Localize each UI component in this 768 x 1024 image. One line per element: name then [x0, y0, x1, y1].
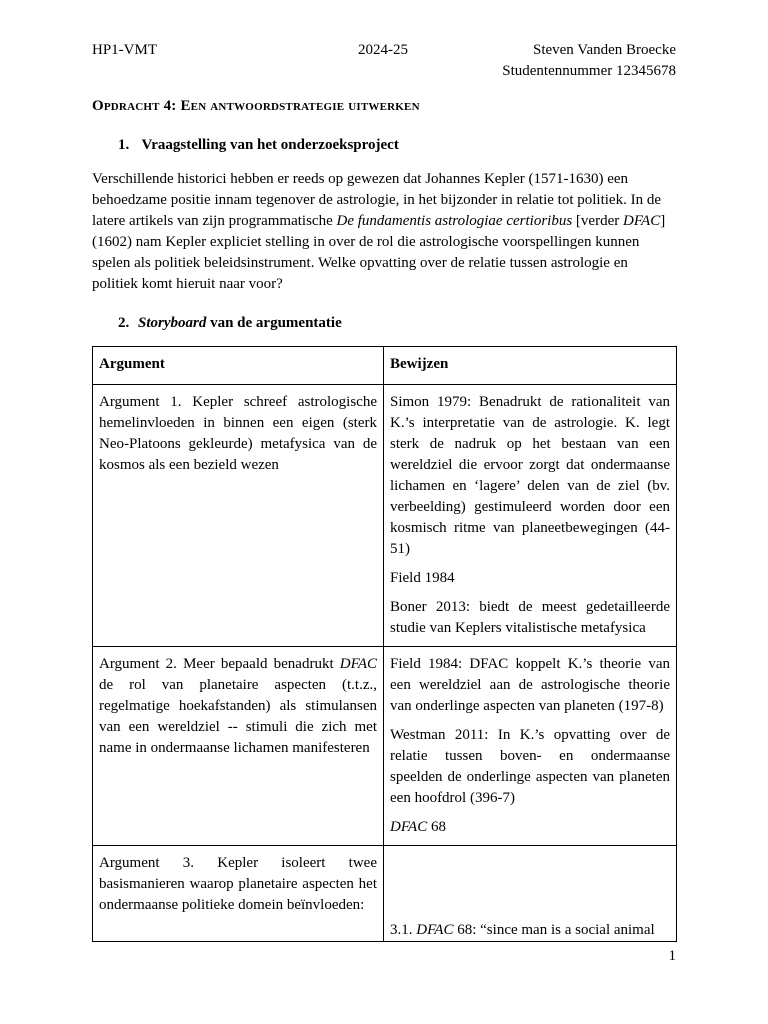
course-code: HP1-VMT [92, 42, 158, 58]
para-text-1: Verschillende historici hebben er reeds op gewezen dat Johannes Kepler (1571-1630) een behoedzame positie innam tegenover de astrologie, in het bijzonder in relatie tot politiek. In de latere artikels van zijn programmatische [92, 171, 661, 229]
column-header-argument: Argument [93, 347, 384, 385]
para-text-2: [verder [572, 213, 623, 229]
argument-cell: Argument 1. Kepler schreef astrologische hemelinvloeden in binnen een eigen (sterk Neo-Platoons gekleurde) metafysica van de kosmos als een bezield wezen [93, 385, 384, 647]
evidence-item: Field 1984: DFAC koppelt K.’s theorie van een wereldziel aan de astrologische theorie van onderlinge aspecten van planeten (197-8) [390, 656, 670, 714]
document-page [92, 40, 676, 942]
argument-text: Argument 2. Meer bepaald benadrukt [99, 656, 340, 672]
evidence-item: Westman 2011: In K.’s opvatting over de relatie tussen boven- en ondermaanse speelden de onderlinge aspecten van planeten een hoofdrol (396-7) [390, 727, 670, 806]
section-2-number: 2. [118, 315, 130, 331]
table-row [93, 647, 677, 846]
table-row [93, 385, 677, 647]
column-header-evidence: Bewijzen [384, 347, 677, 385]
para-text-3: ] (1602) nam Kepler expliciet stelling in over de rol die astrologische voorspellingen kunnen spelen als politiek beleidsinstrument. Welke opvatting over de relatie tussen astrologie en politiek komt hieruit naar voor? [92, 213, 666, 292]
evidence-item [390, 817, 670, 838]
author-block [502, 40, 676, 82]
page-number: 1 [668, 948, 676, 964]
table-header-row [93, 347, 677, 385]
table-row [93, 846, 677, 942]
evidence-abbr: DFAC [390, 819, 428, 835]
author-name: Steven Vanden Broecke [532, 42, 676, 58]
section-2-heading [118, 313, 676, 334]
evidence-text: 3.1. [390, 922, 417, 938]
storyboard-table [92, 346, 677, 942]
section-1-heading [118, 135, 676, 156]
argument-text: de rol van planetaire aspecten (t.t.z., regelmatige hoekafstanden) als stimulansen van een wereldziel -- stimuli die zich met name in ondermaanse lichamen manifesteren [99, 677, 377, 756]
academic-year: 2024-25 [358, 42, 408, 58]
section-2-title-em: Storyboard [138, 315, 207, 331]
evidence-text: 68: “since man is a social animal [453, 922, 655, 938]
argument-abbr: DFAC [339, 656, 377, 672]
evidence-cell [384, 846, 677, 942]
evidence-cell [384, 385, 677, 647]
section-1-title: Vraagstelling van het onderzoeksproject [141, 137, 399, 153]
evidence-item: Field 1984 [390, 570, 455, 586]
evidence-item: Simon 1979: Benadrukt de rationaliteit van K.’s interpretatie van de astrologie. K. legt sterk de nadruk op het bestaan van een wereldziel die ervoor zorgt dat ondermaanse lichamen en ‘lagere’ delen van de ziel (bv. verbeelding) gestimuleerd worden door een kosmisch ritme van planeetbewegingen (44-51) [390, 394, 670, 557]
work-title: De fundamentis astrologiae certioribus [336, 213, 573, 229]
research-question-paragraph [92, 169, 676, 295]
argument-cell: Argument 3. Kepler isoleert twee basismanieren waarop planetaire aspecten het ondermaanse politieke domein beïnvloeden: [93, 846, 384, 942]
evidence-text: 68 [427, 819, 446, 835]
evidence-cell [384, 647, 677, 846]
student-number: Studentennummer 12345678 [502, 63, 676, 79]
evidence-abbr: DFAC [416, 922, 454, 938]
page-header [92, 40, 676, 82]
argument-cell [93, 647, 384, 846]
section-1-number: 1. [118, 137, 130, 153]
section-2-title-rest: van de argumentatie [206, 315, 342, 331]
work-abbreviation: DFAC [622, 213, 661, 229]
evidence-item: Boner 2013: biedt de meest gedetailleerde studie van Keplers vitalistische metafysica [390, 599, 670, 636]
assignment-title: Opdracht 4: Een antwoordstrategie uitwerken [92, 98, 420, 114]
